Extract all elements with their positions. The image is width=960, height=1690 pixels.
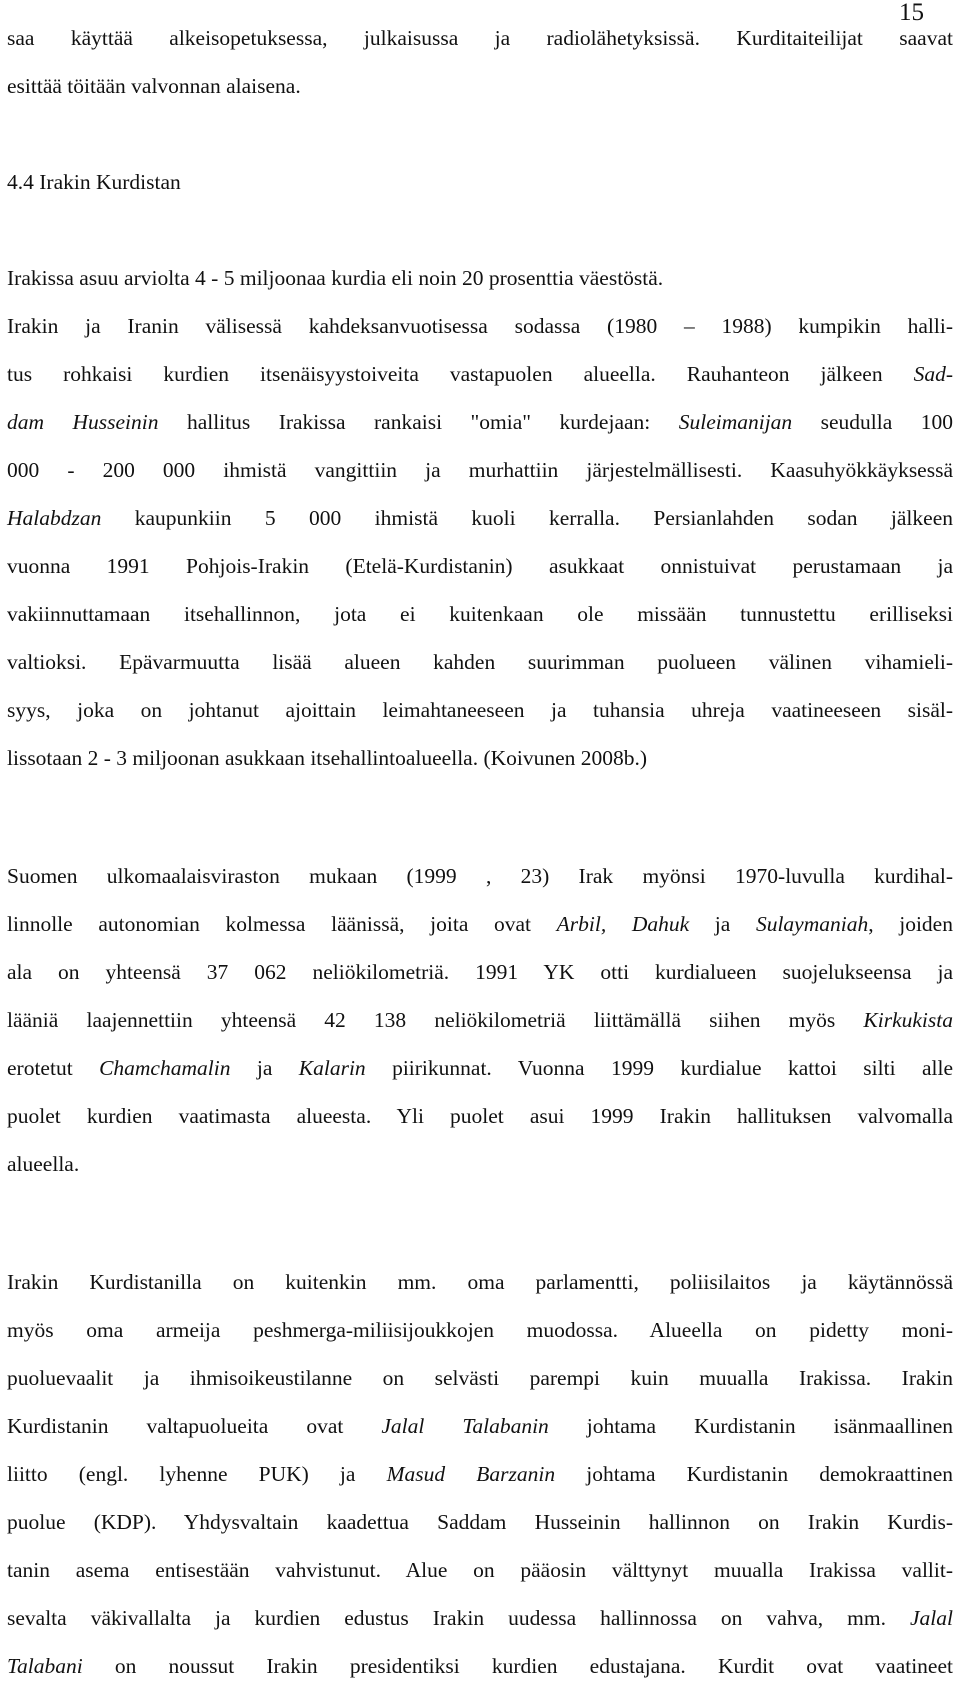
paragraph-gap (7, 206, 953, 254)
paragraph-autonomy (7, 852, 953, 1188)
emphasis-place: Kalarin (298, 1056, 366, 1080)
emphasis-place: Halabdzan (7, 506, 102, 530)
paragraph-iraq-kurds (7, 254, 953, 782)
text-run: seudulla 100 (792, 410, 953, 434)
text-line: puoluevaalit ja ihmisoikeustilanne on selvästi parempi kuin muualla Irakissa. Irakin (7, 1366, 953, 1390)
text-line (7, 1044, 953, 1092)
text-run: on noussut Irakin presidentiksi kurdien edustajana. Kurdit ovat vaatineet (82, 1654, 953, 1678)
emphasis-place: Suleimanijan (678, 410, 793, 434)
text-run: johtama Kurdistanin isänmaallinen (548, 1414, 954, 1438)
text-run: , joiden (868, 912, 953, 936)
section-heading: 4.4 Irakin Kurdistan (7, 170, 181, 194)
text-line: Irakissa asuu arviolta 4 - 5 miljoonaa kurdia eli noin 20 prosenttia väestöstä. (7, 266, 664, 290)
text-line (7, 900, 953, 948)
text-line: esittää töitään valvonnan alaisena. (7, 74, 301, 98)
page-number: 15 (899, 0, 924, 26)
text-line (7, 996, 953, 1044)
text-run: linnolle autonomian kolmessa läänissä, joita ovat (7, 912, 557, 936)
text-line (7, 1402, 953, 1450)
emphasis-name: dam Husseinin (7, 410, 159, 434)
text-line (7, 1594, 953, 1642)
text-run: lääniä laajennettiin yhteensä 42 138 neliökilometriä liittämällä siihen myös (7, 1008, 864, 1032)
text-run: johtama Kurdistanin demokraattinen (555, 1462, 954, 1486)
emphasis-name: Jalal Talabanin (381, 1414, 549, 1438)
text-run: hallitus Irakissa rankaisi "omia" kurdejaan: (158, 410, 679, 434)
text-line: 000 - 200 000 ihmistä vangittiin ja murhattiin järjestelmällisesti. Kaasuhyökkäyksessä (7, 458, 953, 482)
text-run: liitto (engl. lyhenne PUK) ja (7, 1462, 387, 1486)
document-body (7, 14, 953, 1690)
emphasis-name: Talabani (7, 1654, 83, 1678)
paragraph-intro (7, 14, 953, 110)
text-run: piirikunnat. Vuonna 1999 kurdialue kattoi silti alle (365, 1056, 953, 1080)
text-run: sevalta väkivallalta ja kurdien edustus Irakin uudessa hallinnossa on vahva, mm. (7, 1606, 910, 1630)
text-line: alueella. (7, 1152, 80, 1176)
text-run: tus rohkaisi kurdien itsenäisyystoiveita vastapuolen alueella. Rauhanteon jälkeen (7, 362, 914, 386)
text-line: lissotaan 2 - 3 miljoonan asukkaan itsehallintoalueella. (Koivunen 2008b.) (7, 746, 648, 770)
text-line (7, 350, 953, 398)
text-line: puolet kurdien vaatimasta alueesta. Yli puolet asui 1999 Irakin hallituksen valvomalla (7, 1104, 953, 1128)
paragraph-kurdistan-politics (7, 1258, 953, 1690)
text-line: saa käyttää alkeisopetuksessa, julkaisussa ja radiolähetyksissä. Kurditaiteilijat saavat (7, 26, 953, 50)
text-line: tanin asema entisestään vahvistunut. Alue on pääosin välttynyt muualla Irakissa vallit- (7, 1558, 953, 1582)
paragraph-gap (7, 1188, 953, 1258)
text-line: vuonna 1991 Pohjois-Irakin (Etelä-Kurdistanin) asukkaat onnistuivat perustamaan ja (7, 554, 953, 578)
text-run: erotetut (7, 1056, 100, 1080)
text-line (7, 494, 953, 542)
emphasis-place: Chamchamalin (99, 1056, 231, 1080)
text-line (7, 398, 953, 446)
text-line: myös oma armeija peshmerga-miliisijoukkojen muodossa. Alueella on pidetty moni- (7, 1318, 953, 1342)
text-line: Irakin ja Iranin välisessä kahdeksanvuotisessa sodassa (1980 – 1988) kumpikin halli- (7, 314, 953, 338)
text-run: ja (230, 1056, 299, 1080)
text-line: Suomen ulkomaalaisviraston mukaan (1999 , 23) Irak myönsi 1970-luvulla kurdihal- (7, 864, 953, 888)
text-line: valtioksi. Epävarmuutta lisää alueen kahden suurimman puolueen välinen vihamieli- (7, 650, 953, 674)
emphasis-name: Jalal (910, 1606, 953, 1630)
text-line: syys, joka on johtanut ajoittain leimahtaneeseen ja tuhansia uhreja vaatineeseen sisäl- (7, 698, 953, 722)
text-run: Kurdistanin valtapuolueita ovat (7, 1414, 382, 1438)
paragraph-gap (7, 110, 953, 158)
emphasis-place: Sulaymaniah (755, 912, 869, 936)
text-run: ja (689, 912, 756, 936)
text-line (7, 1450, 953, 1498)
text-line: ala on yhteensä 37 062 neliökilometriä. 1991 YK otti kurdialueen suojelukseensa ja (7, 960, 953, 984)
emphasis-place: Arbil, Dahuk (556, 912, 690, 936)
paragraph-gap (7, 782, 953, 852)
emphasis-name: Masud Barzanin (386, 1462, 556, 1486)
text-run: kaupunkiin 5 000 ihmistä kuoli kerralla. Persianlahden sodan jälkeen (101, 506, 953, 530)
emphasis-place: Kirkukista (863, 1008, 953, 1032)
text-line: puolue (KDP). Yhdysvaltain kaadettua Saddam Husseinin hallinnon on Irakin Kurdis- (7, 1510, 953, 1534)
text-line: Irakin Kurdistanilla on kuitenkin mm. oma parlamentti, poliisilaitos ja käytännössä (7, 1270, 953, 1294)
emphasis-name: Sad- (913, 362, 953, 386)
text-line: vakiinnuttamaan itsehallinnon, jota ei kuitenkaan ole missään tunnustettu erilliseksi (7, 602, 953, 626)
text-line (7, 1642, 953, 1690)
